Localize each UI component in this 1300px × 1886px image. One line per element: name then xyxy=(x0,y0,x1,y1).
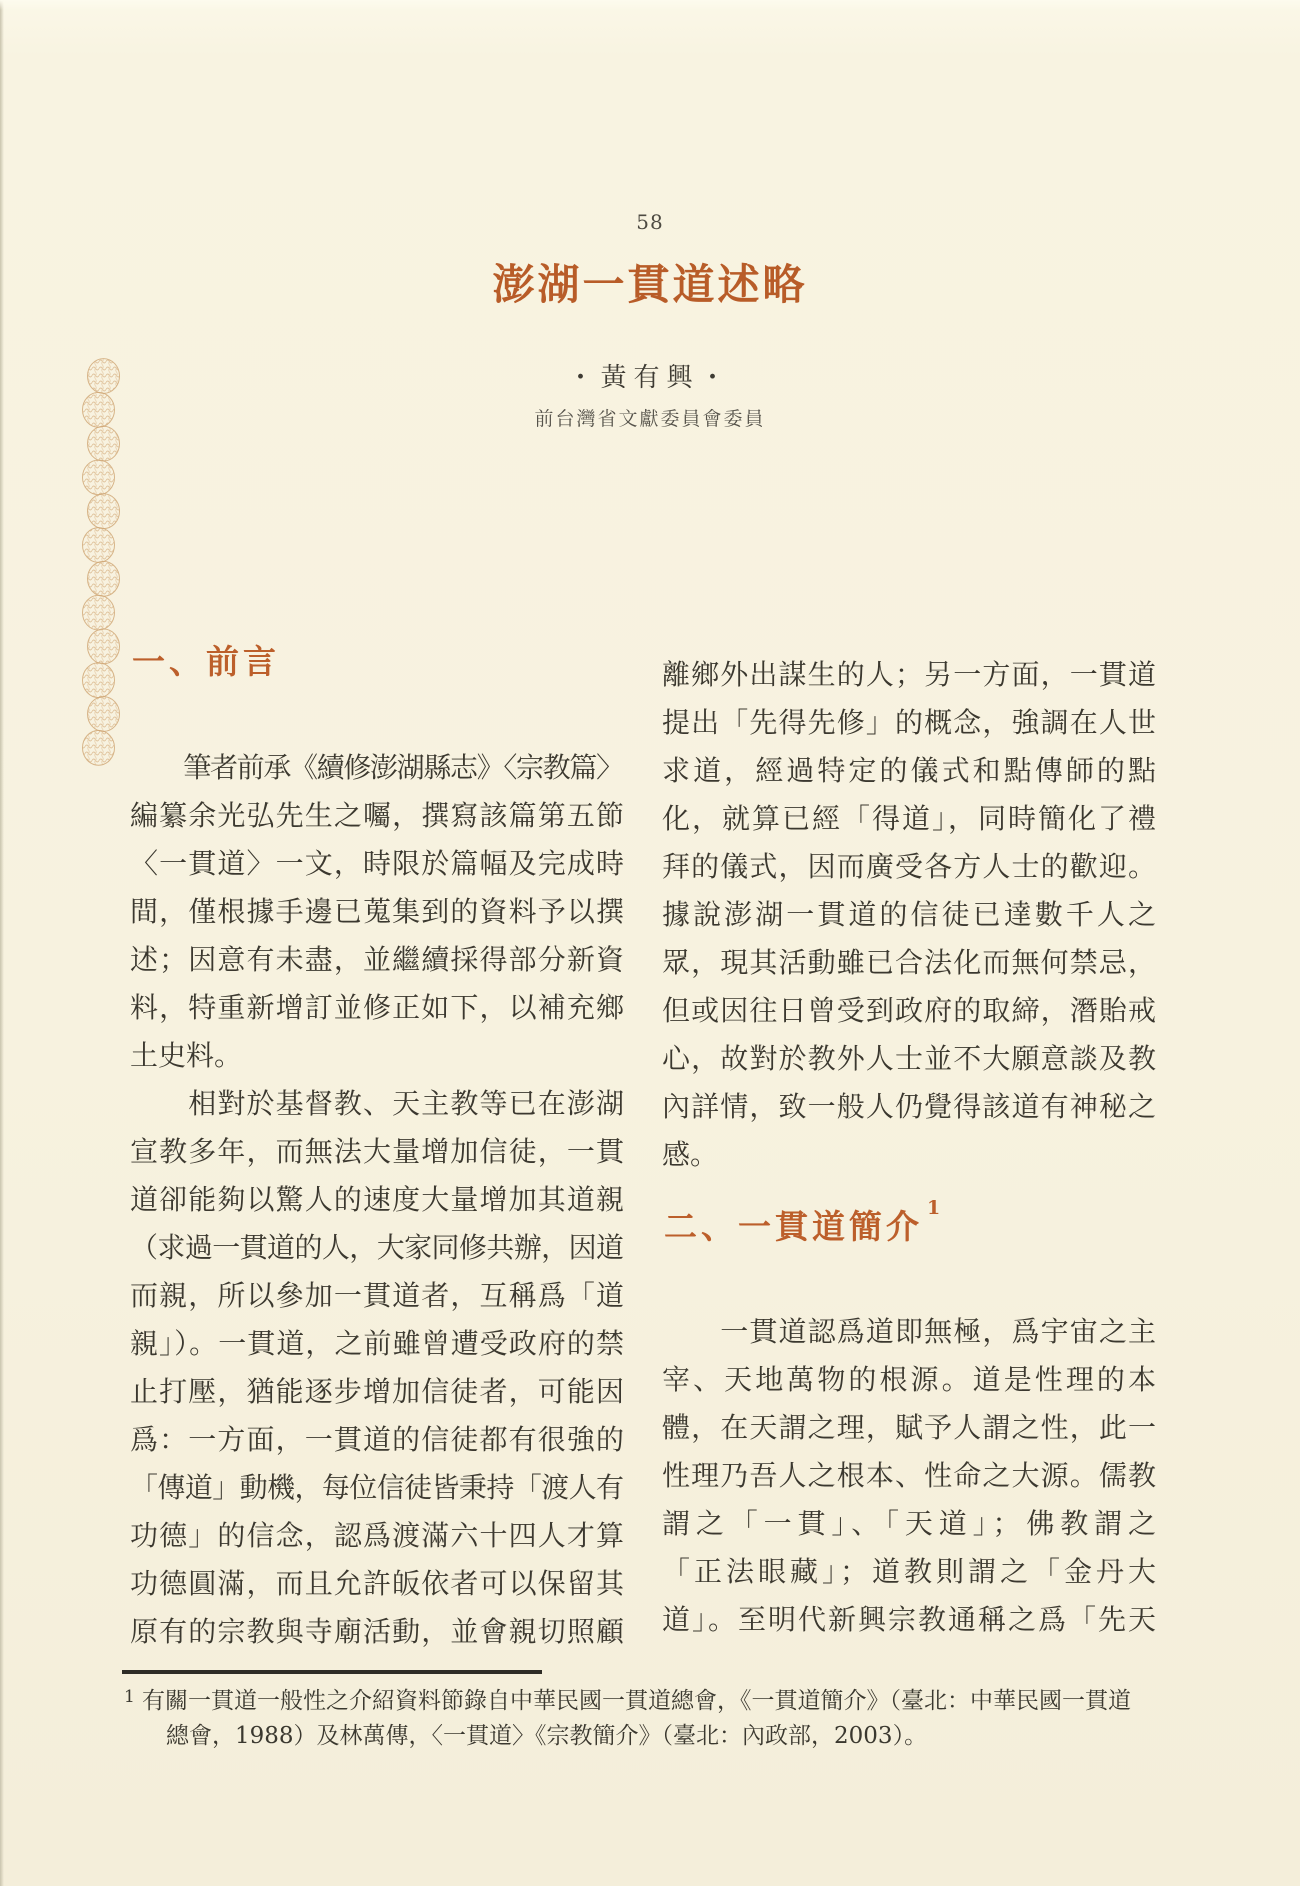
author-name: ・黃有興・ xyxy=(567,363,733,393)
text-line xyxy=(130,1461,624,1509)
text-line xyxy=(662,1128,1156,1176)
svg-text:親」）。一貫道，之前雖曾遭受政府的禁: 親」）。一貫道，之前雖曾遭受政府的禁 xyxy=(130,1327,624,1360)
svg-text:拜的儀式，因而廣受各方人士的歡迎。: 拜的儀式，因而廣受各方人士的歡迎。 xyxy=(662,850,1156,883)
footnote-ref: 1 xyxy=(927,1197,941,1219)
svg-text:功德」的信念，認爲渡滿六十四人才算: 功德」的信念，認爲渡滿六十四人才算 xyxy=(130,1519,624,1552)
text-line xyxy=(130,1365,624,1413)
svg-text:性理乃吾人之根本、性命之大源。儒教: 性理乃吾人之根本、性命之大源。儒教 xyxy=(662,1459,1156,1492)
text-line xyxy=(130,1173,624,1221)
paragraph xyxy=(662,1305,1156,1641)
section-1-body-continued xyxy=(662,648,1156,1176)
text-line xyxy=(130,741,624,789)
text-line xyxy=(662,1449,1156,1497)
text-line xyxy=(130,933,624,981)
text-line xyxy=(662,1305,1156,1353)
text-line xyxy=(662,840,1156,888)
text-line xyxy=(130,1509,624,1557)
text-line xyxy=(662,744,1156,792)
section-heading-2 xyxy=(664,1198,1156,1249)
svg-text:而親，所以參加一貫道者，互稱爲「道: 而親，所以參加一貫道者，互稱爲「道 xyxy=(130,1279,624,1312)
svg-text:爲：一方面，一貫道的信徒都有很強的: 爲：一方面，一貫道的信徒都有很強的 xyxy=(130,1423,624,1456)
section-heading-1: 一、前言 xyxy=(132,642,280,681)
paragraph xyxy=(130,741,624,1077)
svg-text:內詳情，致一般人仍覺得該道有神秘之: 內詳情，致一般人仍覺得該道有神秘之 xyxy=(662,1090,1156,1123)
text-line xyxy=(130,1029,624,1077)
text-line xyxy=(130,885,624,933)
svg-text:（求過一貫道的人，大家同修共辦，因道: （求過一貫道的人，大家同修共辦，因道 xyxy=(130,1231,624,1264)
text-line xyxy=(662,1401,1156,1449)
svg-text:筆者前承《續修澎湖縣志》〈宗教篇〉: 筆者前承《續修澎湖縣志》〈宗教篇〉 xyxy=(130,751,624,784)
svg-text:止打壓，猶能逐步增加信徒者，可能因: 止打壓，猶能逐步增加信徒者，可能因 xyxy=(130,1375,624,1408)
svg-text:宣教多年，而無法大量增加信徒，一貫: 宣教多年，而無法大量增加信徒，一貫 xyxy=(130,1135,624,1168)
svg-text:〈一貫道〉一文，時限於篇幅及完成時: 〈一貫道〉一文，時限於篇幅及完成時 xyxy=(130,847,624,880)
text-line xyxy=(662,936,1156,984)
paragraph xyxy=(130,1077,624,1653)
text-line xyxy=(130,1221,624,1269)
text-line xyxy=(130,1317,624,1365)
svg-text:編纂余光弘先生之囑，撰寫該篇第五節: 編纂余光弘先生之囑，撰寫該篇第五節 xyxy=(130,799,624,832)
svg-text:體，在天謂之理，賦予人謂之性，此一: 體，在天謂之理，賦予人謂之性，此一 xyxy=(662,1411,1156,1444)
text-line xyxy=(662,984,1156,1032)
text-line xyxy=(130,1413,624,1461)
svg-text:道」。至明代新興宗教通稱之爲「先天: 道」。至明代新興宗教通稱之爲「先天 xyxy=(662,1603,1156,1636)
text-line xyxy=(662,1353,1156,1401)
section-heading-2-text: 二、一貫道簡介 xyxy=(664,1207,923,1246)
svg-text:原有的宗教與寺廟活動，並會親切照顧: 原有的宗教與寺廟活動，並會親切照顧 xyxy=(130,1615,624,1648)
text-line xyxy=(130,981,624,1029)
svg-text:提出「先得先修」的概念，強調在人世: 提出「先得先修」的概念，強調在人世 xyxy=(662,706,1156,739)
svg-text:求道，經過特定的儀式和點傳師的點: 求道，經過特定的儀式和點傳師的點 xyxy=(662,754,1156,787)
paragraph xyxy=(662,648,1156,1176)
svg-text:「正法眼藏」；道教則謂之「金丹大: 「正法眼藏」；道教則謂之「金丹大 xyxy=(662,1555,1156,1588)
svg-text:化，就算已經「得道」，同時簡化了禮: 化，就算已經「得道」，同時簡化了禮 xyxy=(662,802,1156,835)
footnote-line: 總會，1988）及林萬傳，〈一貫道〉《宗教簡介》（臺北：內政部，2003）。 xyxy=(166,1723,928,1749)
text-line xyxy=(130,837,624,885)
svg-text:間，僅根據手邊已蒐集到的資料予以撰: 間，僅根據手邊已蒐集到的資料予以撰 xyxy=(130,895,624,928)
footnote xyxy=(122,1670,1194,1754)
svg-text:一貫道認爲道即無極，爲宇宙之主: 一貫道認爲道即無極，爲宇宙之主 xyxy=(662,1315,1156,1348)
svg-text:功德圓滿，而且允許皈依者可以保留其: 功德圓滿，而且允許皈依者可以保留其 xyxy=(130,1567,624,1600)
scan-edge-highlight xyxy=(0,0,1300,10)
footnote-marker: 1 xyxy=(124,1687,135,1707)
text-line xyxy=(130,1125,624,1173)
text-line xyxy=(662,888,1156,936)
text-line xyxy=(130,1077,624,1125)
filigree-ornament xyxy=(78,358,124,778)
text-line xyxy=(130,1269,624,1317)
author-affiliation: 前台灣省文獻委員會委員 xyxy=(534,409,766,430)
text-line xyxy=(662,1593,1156,1641)
svg-text:感。: 感。 xyxy=(662,1138,719,1171)
text-line xyxy=(662,648,1156,696)
text-line xyxy=(130,789,624,837)
footnote-line: 有關一貫道一般性之介紹資料節錄自中華民國一貫道總會，《一貫道簡介》（臺北：中華民國一貫道 xyxy=(142,1688,1131,1714)
section-1-body xyxy=(130,741,624,1653)
text-line xyxy=(662,1497,1156,1545)
svg-text:眾，現其活動雖已合法化而無何禁忌，: 眾，現其活動雖已合法化而無何禁忌， xyxy=(662,946,1156,979)
page-number: 58 xyxy=(636,210,664,234)
svg-text:相對於基督教、天主教等已在澎湖: 相對於基督教、天主教等已在澎湖 xyxy=(130,1087,624,1120)
svg-text:但或因往日曾受到政府的取締，潛貽戒: 但或因往日曾受到政府的取締，潛貽戒 xyxy=(662,994,1156,1027)
left-column xyxy=(130,640,624,1653)
text-line xyxy=(662,696,1156,744)
text-line xyxy=(130,1557,624,1605)
svg-text:宰、天地萬物的根源。道是性理的本: 宰、天地萬物的根源。道是性理的本 xyxy=(662,1363,1156,1396)
svg-text:離鄉外出謀生的人；另一方面，一貫道: 離鄉外出謀生的人；另一方面，一貫道 xyxy=(662,658,1156,691)
footnote-separator-rule xyxy=(122,1670,542,1674)
svg-text:「傳道」動機，每位信徒皆秉持「渡人有: 「傳道」動機，每位信徒皆秉持「渡人有 xyxy=(130,1471,624,1504)
svg-text:謂之「一貫」、「天道」；佛教謂之: 謂之「一貫」、「天道」；佛教謂之 xyxy=(662,1507,1156,1540)
text-line xyxy=(130,1605,624,1653)
text-line xyxy=(662,1080,1156,1128)
text-line xyxy=(662,792,1156,840)
svg-text:土史料。: 土史料。 xyxy=(130,1039,243,1072)
text-line xyxy=(662,1032,1156,1080)
footnote-body xyxy=(122,1684,1194,1754)
article-title: 澎湖一貫道述略 xyxy=(492,260,808,309)
svg-text:心，故對於教外人士並不大願意談及教: 心，故對於教外人士並不大願意談及教 xyxy=(662,1042,1156,1075)
text-line xyxy=(662,1545,1156,1593)
svg-text:料，特重新增訂並修正如下，以補充鄉: 料，特重新增訂並修正如下，以補充鄉 xyxy=(130,991,624,1024)
svg-text:述；因意有未盡，並繼續採得部分新資: 述；因意有未盡，並繼續採得部分新資 xyxy=(130,943,624,976)
section-2-body xyxy=(662,1305,1156,1641)
svg-text:據說澎湖一貫道的信徒已達數千人之: 據說澎湖一貫道的信徒已達數千人之 xyxy=(662,898,1156,931)
right-column xyxy=(662,640,1156,1641)
svg-text:道卻能夠以驚人的速度大量增加其道親: 道卻能夠以驚人的速度大量增加其道親 xyxy=(130,1183,624,1216)
